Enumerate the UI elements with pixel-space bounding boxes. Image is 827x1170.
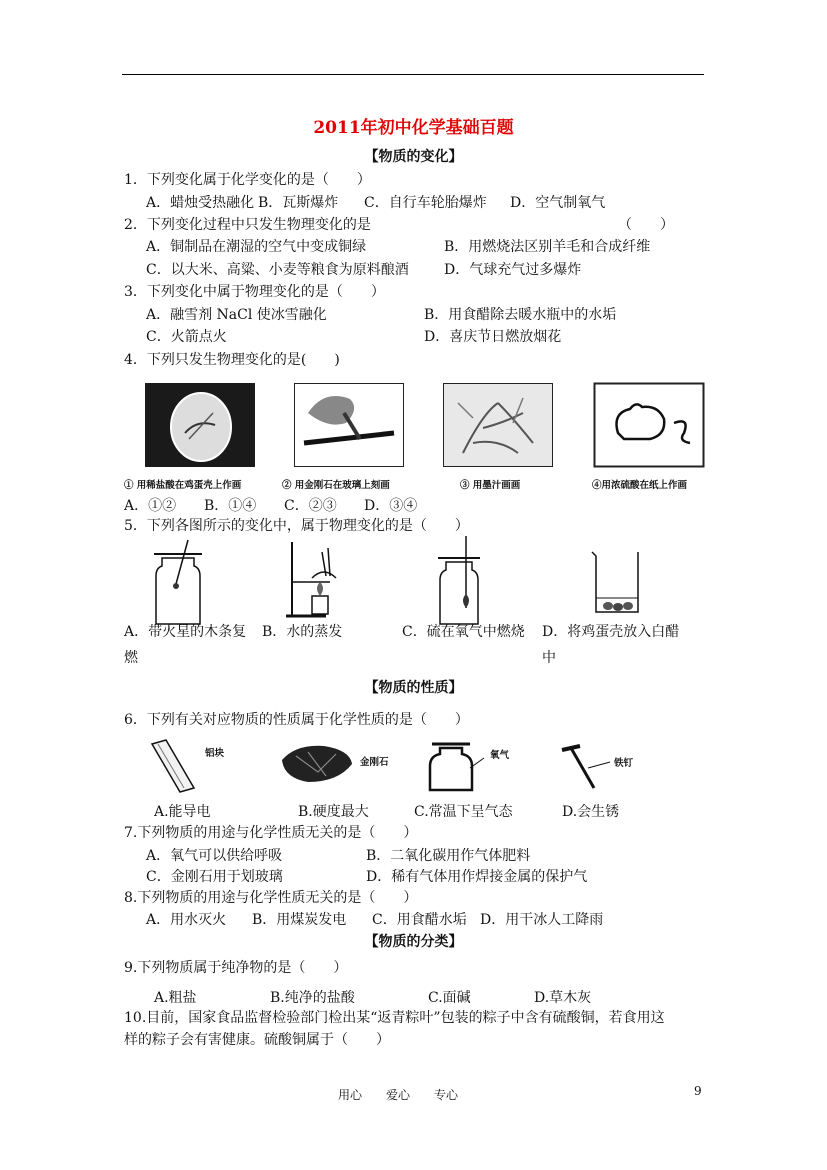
q8-option-b: B．用煤炭发电 <box>252 912 347 928</box>
q3-option-c: C．火箭点火 <box>146 329 227 345</box>
beaker-eggshell-image <box>588 552 644 614</box>
q8-option-c: C．用食醋水垢 <box>372 912 467 928</box>
section-heading-change: 【物质的变化】 <box>364 149 463 165</box>
q8-option-d: D．用干冰人工降雨 <box>480 912 604 928</box>
q4-caption-3: ③ 用墨汁画画 <box>460 480 521 491</box>
q6-option-c: C.常温下呈气态 <box>414 804 513 820</box>
q2-option-d: D．气球充气过多爆炸 <box>444 262 582 278</box>
q6-option-a: A.能导电 <box>154 804 211 820</box>
footer-motto: 用心 爱心 专心 <box>338 1088 459 1102</box>
iron-nail-label: 铁钉 <box>614 758 634 769</box>
iron-nail-image <box>560 744 614 790</box>
q2-option-c: C．以大米、高粱、小麦等粮食为原料酿酒 <box>146 262 409 278</box>
q7-option-b: B．二氧化碳用作气体肥料 <box>366 848 531 864</box>
question-1-stem: 1．下列变化属于化学变化的是（ ） <box>124 172 371 188</box>
q6-option-d: D.会生锈 <box>562 804 620 820</box>
question-5-stem: 5．下列各图所示的变化中，属于物理变化的是（ ） <box>124 518 469 534</box>
question-2-paren: （ ） <box>618 217 674 233</box>
aluminum-block-image <box>148 738 200 794</box>
q2-option-b: B．用燃烧法区别羊毛和合成纤维 <box>444 239 651 255</box>
q2-option-a: A．铜制品在潮湿的空气中变成铜绿 <box>146 239 367 255</box>
q9-option-b: B.纯净的盐酸 <box>270 990 355 1006</box>
q7-option-c: C．金刚石用于划玻璃 <box>146 869 283 885</box>
question-2-stem: 2．下列变化过程中只发生物理变化的是 <box>124 217 371 233</box>
q9-option-c: C.面碱 <box>428 990 471 1006</box>
q4-caption-2: ② 用金刚石在玻璃上刻画 <box>282 480 390 491</box>
q1-option-b: B．瓦斯爆炸 <box>258 195 339 211</box>
q1-option-c: C．自行车轮胎爆炸 <box>364 195 487 211</box>
oxygen-jar-image <box>426 740 478 792</box>
acid-paper-image <box>594 383 704 467</box>
question-3-stem: 3．下列变化中属于物理变化的是（ ） <box>124 284 385 300</box>
glowing-splint-bottle-image <box>150 540 210 626</box>
evaporation-stand-image <box>286 542 356 618</box>
q9-option-d: D.草木灰 <box>534 990 592 1006</box>
section-heading-classification: 【物质的分类】 <box>364 934 463 950</box>
q5-option-a: A．带火星的木条复 <box>124 624 247 640</box>
q3-option-d: D．喜庆节日燃放烟花 <box>424 329 562 345</box>
sulfur-burning-bottle-image <box>436 536 486 626</box>
question-9-stem: 9.下列物质属于纯净物的是（ ） <box>124 960 348 976</box>
question-10-line-1: 10.目前，国家食品监督检验部门检出某“返青粽叶”包装的粽子中含有硫酸铜，若食用这 <box>124 1010 665 1026</box>
diamond-label: 金刚石 <box>360 757 389 768</box>
q4-option-a: A．①② <box>124 498 177 514</box>
header-rule <box>122 74 704 75</box>
aluminum-label: 铝块 <box>205 748 225 759</box>
page-title: 2011年初中化学基础百题 <box>313 118 514 138</box>
q5-option-d: D．将鸡蛋壳放入白醋 <box>542 624 680 640</box>
section-heading-property: 【物质的性质】 <box>364 680 463 696</box>
oxygen-label: 氧气 <box>490 750 510 761</box>
eggshell-etching-image <box>145 383 255 467</box>
q7-option-d: D．稀有气体用作焊接金属的保护气 <box>366 869 588 885</box>
q5-option-a-continuation: 燃 <box>124 650 138 666</box>
q4-option-b: B．①④ <box>204 498 257 514</box>
q4-option-c: C．②③ <box>284 498 337 514</box>
q7-option-a: A．氧气可以供给呼吸 <box>146 848 283 864</box>
question-6-stem: 6．下列有关对应物质的性质属于化学性质的是（ ） <box>124 712 469 728</box>
q1-option-a: A．蜡烛受热融化 <box>146 195 255 211</box>
diamond-glass-image <box>294 383 404 467</box>
q5-option-b: B．水的蒸发 <box>262 624 343 640</box>
page-number: 9 <box>694 1084 702 1098</box>
q4-option-d: D．③④ <box>364 498 418 514</box>
q6-option-b: B.硬度最大 <box>298 804 369 820</box>
q8-option-a: A．用水灭火 <box>146 912 227 928</box>
q5-option-d-continuation: 中 <box>542 650 556 666</box>
question-10-line-2: 样的粽子会有害健康。硫酸铜属于（ ） <box>124 1032 390 1048</box>
q9-option-a: A.粗盐 <box>154 990 197 1006</box>
q4-caption-1: ① 用稀盐酸在鸡蛋壳上作画 <box>124 480 242 491</box>
q5-option-c: C．硫在氧气中燃烧 <box>402 624 525 640</box>
q3-option-b: B．用食醋除去暖水瓶中的水垢 <box>424 307 617 323</box>
ink-painting-image <box>443 383 553 467</box>
diamond-image <box>278 742 356 786</box>
q3-option-a: A．融雪剂 NaCl 使冰雪融化 <box>146 307 327 323</box>
q4-caption-4: ④用浓硫酸在纸上作画 <box>592 480 688 491</box>
question-8-stem: 8.下列物质的用途与化学性质无关的是（ ） <box>124 890 418 906</box>
question-4-stem: 4．下列只发生物理变化的是( ) <box>124 352 340 368</box>
question-7-stem: 7.下列物质的用途与化学性质无关的是（ ） <box>124 825 418 841</box>
q1-option-d: D．空气制氧气 <box>510 195 606 211</box>
